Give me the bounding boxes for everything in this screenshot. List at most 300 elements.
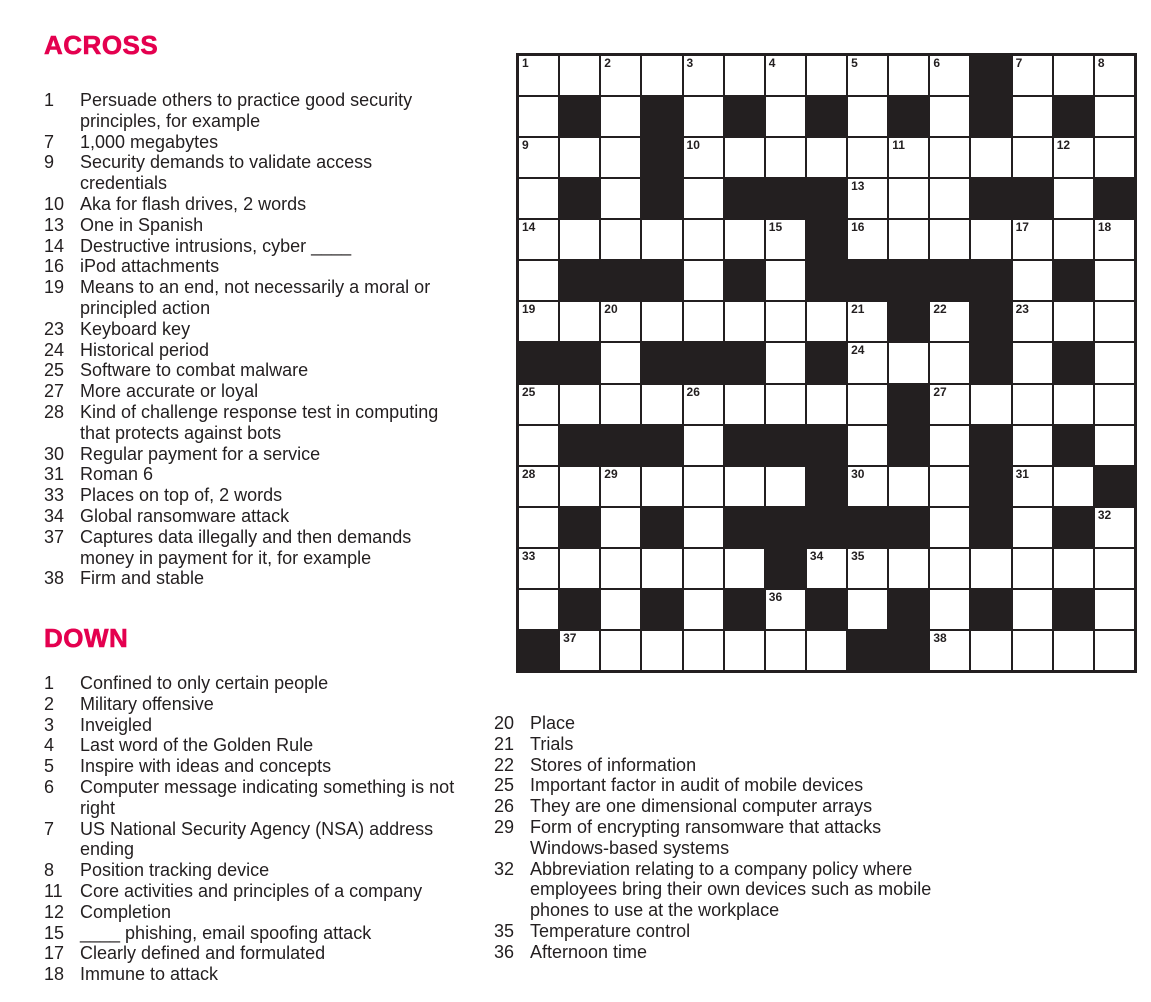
- answer-cell[interactable]: [1013, 343, 1052, 382]
- black-square: [1054, 590, 1093, 629]
- clue-text: iPod attachments: [80, 256, 220, 277]
- answer-cell[interactable]: [848, 56, 887, 95]
- answer-cell[interactable]: [642, 220, 681, 259]
- answer-cell[interactable]: [642, 385, 681, 424]
- black-square: [642, 508, 681, 547]
- cell-number: 38: [933, 630, 947, 645]
- answer-cell[interactable]: [930, 508, 969, 547]
- answer-cell[interactable]: [1013, 97, 1052, 136]
- answer-cell[interactable]: [889, 179, 928, 218]
- answer-cell[interactable]: [684, 508, 723, 547]
- answer-cell[interactable]: [684, 220, 723, 259]
- clue-item: [494, 734, 934, 755]
- clue-item: [44, 568, 464, 589]
- black-square: [971, 508, 1010, 547]
- clue-number: 33: [44, 485, 65, 506]
- answer-cell[interactable]: [848, 343, 887, 382]
- answer-cell[interactable]: [1095, 220, 1134, 259]
- answer-cell[interactable]: [684, 385, 723, 424]
- answer-cell[interactable]: [519, 138, 558, 177]
- clue-item: [44, 673, 464, 694]
- answer-cell[interactable]: [930, 549, 969, 588]
- answer-cell[interactable]: [519, 302, 558, 341]
- cell-number: 8: [1097, 56, 1105, 70]
- answer-cell[interactable]: [766, 261, 805, 300]
- answer-cell[interactable]: [725, 549, 764, 588]
- clue-item: [44, 881, 464, 902]
- black-square: [971, 97, 1010, 136]
- clue-text: Trials: [530, 733, 574, 754]
- answer-cell[interactable]: [1054, 302, 1093, 341]
- answer-cell[interactable]: [766, 467, 805, 506]
- black-square: [1054, 261, 1093, 300]
- answer-cell[interactable]: [560, 56, 599, 95]
- black-square: [560, 590, 599, 629]
- answer-cell[interactable]: [684, 302, 723, 341]
- cell-number: 4: [768, 56, 776, 70]
- answer-cell[interactable]: [1054, 549, 1093, 588]
- clue-text: Regular payment for a service: [80, 443, 321, 464]
- cell-number: 5: [851, 56, 858, 70]
- answer-cell[interactable]: [889, 467, 928, 506]
- clue-number: 9: [44, 152, 55, 173]
- answer-cell[interactable]: [766, 56, 805, 95]
- answer-cell[interactable]: [848, 467, 887, 506]
- clue-text: Core activities and principles of a company: [80, 880, 423, 901]
- answer-cell[interactable]: [1095, 261, 1134, 300]
- answer-cell[interactable]: [1013, 590, 1052, 629]
- answer-cell[interactable]: [1054, 56, 1093, 95]
- answer-cell[interactable]: [971, 549, 1010, 588]
- clue-number: 31: [44, 464, 65, 485]
- cell-number: 17: [1015, 220, 1029, 235]
- answer-cell[interactable]: [684, 467, 723, 506]
- answer-cell[interactable]: [1095, 426, 1134, 465]
- black-square: [889, 97, 928, 136]
- answer-cell[interactable]: [848, 590, 887, 629]
- clue-text: Form of encrypting ransomware that attacks Windows-based systems: [530, 816, 882, 858]
- answer-cell[interactable]: [1095, 590, 1134, 629]
- clue-number: 23: [44, 318, 65, 339]
- black-square: [519, 343, 558, 382]
- answer-cell[interactable]: [642, 631, 681, 670]
- answer-cell[interactable]: [1013, 261, 1052, 300]
- answer-cell[interactable]: [1013, 138, 1052, 177]
- answer-cell[interactable]: [930, 138, 969, 177]
- answer-cell[interactable]: [889, 549, 928, 588]
- black-square: [725, 179, 764, 218]
- answer-cell[interactable]: [725, 302, 764, 341]
- clue-item: [494, 775, 934, 796]
- black-square: [560, 343, 599, 382]
- clue-text: 1,000 megabytes: [80, 131, 219, 152]
- black-square: [1054, 508, 1093, 547]
- answer-cell[interactable]: [1013, 426, 1052, 465]
- answer-cell[interactable]: [930, 467, 969, 506]
- clue-item: [44, 485, 464, 506]
- answer-cell[interactable]: [930, 426, 969, 465]
- black-square: [807, 261, 846, 300]
- answer-cell[interactable]: [1054, 179, 1093, 218]
- clue-text: Captures data illegally and then demands money in payment for it, for example: [80, 526, 412, 568]
- clue-text: Last word of the Golden Rule: [80, 735, 314, 756]
- clue-item: [494, 817, 934, 859]
- answer-cell[interactable]: [848, 220, 887, 259]
- answer-cell[interactable]: [725, 138, 764, 177]
- answer-cell[interactable]: [684, 261, 723, 300]
- answer-cell[interactable]: [930, 385, 969, 424]
- answer-cell[interactable]: [807, 631, 846, 670]
- cell-number: 35: [851, 548, 865, 563]
- answer-cell[interactable]: [1013, 56, 1052, 95]
- clue-number: 1: [44, 90, 55, 110]
- clue-number: 22: [494, 754, 515, 775]
- clue-item: [494, 713, 934, 734]
- answer-cell[interactable]: [807, 302, 846, 341]
- answer-cell[interactable]: [601, 302, 640, 341]
- clue-text: One in Spanish: [80, 214, 204, 235]
- across-clue-list: [44, 90, 464, 589]
- clue-text: Inspire with ideas and concepts: [80, 756, 332, 777]
- black-square: [560, 97, 599, 136]
- clue-text: Completion: [80, 901, 172, 922]
- cell-number: 7: [1015, 56, 1023, 70]
- answer-cell[interactable]: [971, 385, 1010, 424]
- black-square: [642, 426, 681, 465]
- clue-number: 15: [44, 922, 65, 943]
- answer-cell[interactable]: [848, 97, 887, 136]
- clue-item: [44, 756, 464, 777]
- answer-cell[interactable]: [684, 138, 723, 177]
- answer-cell[interactable]: [601, 220, 640, 259]
- answer-cell[interactable]: [519, 97, 558, 136]
- answer-cell[interactable]: [889, 56, 928, 95]
- answer-cell[interactable]: [601, 508, 640, 547]
- answer-cell[interactable]: [807, 385, 846, 424]
- black-square: [766, 179, 805, 218]
- cell-number: 24: [851, 343, 865, 358]
- answer-cell[interactable]: [519, 467, 558, 506]
- black-square: [725, 97, 764, 136]
- answer-cell[interactable]: [725, 385, 764, 424]
- answer-cell[interactable]: [519, 590, 558, 629]
- black-square: [642, 343, 681, 382]
- clue-text: Firm and stable: [80, 568, 205, 589]
- answer-cell[interactable]: [560, 467, 599, 506]
- black-square: [848, 631, 887, 670]
- cell-number: 15: [768, 220, 783, 235]
- clue-text: Computer message indicating something is not right: [80, 776, 455, 818]
- answer-cell[interactable]: [601, 385, 640, 424]
- clue-text: Persuade others to practice good security principles, for example: [80, 90, 413, 131]
- answer-cell[interactable]: [725, 56, 764, 95]
- answer-cell[interactable]: [519, 549, 558, 588]
- answer-cell[interactable]: [766, 138, 805, 177]
- answer-cell[interactable]: [725, 631, 764, 670]
- black-square: [971, 302, 1010, 341]
- clue-item: [44, 152, 464, 194]
- clue-number: 38: [44, 568, 65, 589]
- answer-cell[interactable]: [848, 302, 887, 341]
- clue-item: [44, 360, 464, 381]
- black-square: [889, 426, 928, 465]
- clue-number: 6: [44, 776, 55, 797]
- clue-number: 34: [44, 505, 65, 526]
- clue-item: [44, 819, 464, 861]
- clue-item: [494, 921, 934, 942]
- black-square: [971, 590, 1010, 629]
- cell-number: 27: [933, 384, 947, 399]
- answer-cell[interactable]: [601, 590, 640, 629]
- black-square: [889, 590, 928, 629]
- black-square: [766, 426, 805, 465]
- answer-cell[interactable]: [1095, 385, 1134, 424]
- answer-cell[interactable]: [807, 56, 846, 95]
- cell-number: 21: [851, 302, 865, 317]
- answer-cell[interactable]: [1054, 631, 1093, 670]
- answer-cell[interactable]: [519, 385, 558, 424]
- answer-cell[interactable]: [766, 97, 805, 136]
- clue-number: 2: [44, 693, 55, 714]
- answer-cell[interactable]: [1095, 138, 1134, 177]
- clue-item: [44, 215, 464, 236]
- answer-cell[interactable]: [684, 549, 723, 588]
- answer-cell[interactable]: [601, 549, 640, 588]
- clue-number: 24: [44, 339, 65, 360]
- answer-cell[interactable]: [601, 467, 640, 506]
- answer-cell[interactable]: [848, 549, 887, 588]
- answer-cell[interactable]: [642, 302, 681, 341]
- answer-cell[interactable]: [601, 97, 640, 136]
- answer-cell[interactable]: [725, 220, 764, 259]
- clue-item: [44, 444, 464, 465]
- black-square: [725, 261, 764, 300]
- black-square: [971, 343, 1010, 382]
- clue-item: [44, 256, 464, 277]
- clue-number: 12: [44, 901, 65, 922]
- answer-cell[interactable]: [1013, 631, 1052, 670]
- black-square: [642, 179, 681, 218]
- answer-cell[interactable]: [930, 631, 969, 670]
- answer-cell[interactable]: [519, 508, 558, 547]
- down-heading: DOWN: [44, 623, 129, 653]
- clue-number: 28: [44, 401, 65, 422]
- down-clue-list-right: [494, 713, 934, 963]
- answer-cell[interactable]: [1095, 343, 1134, 382]
- answer-cell[interactable]: [684, 179, 723, 218]
- answer-cell[interactable]: [848, 138, 887, 177]
- answer-cell[interactable]: [930, 302, 969, 341]
- clue-number: 18: [44, 964, 65, 985]
- cell-number: 9: [522, 138, 529, 153]
- answer-cell[interactable]: [1095, 549, 1134, 588]
- clue-item: [44, 527, 464, 569]
- answer-cell[interactable]: [1013, 302, 1052, 341]
- answer-cell[interactable]: [971, 631, 1010, 670]
- black-square: [807, 426, 846, 465]
- black-square: [725, 590, 764, 629]
- black-square: [725, 508, 764, 547]
- answer-cell[interactable]: [1095, 56, 1134, 95]
- answer-cell[interactable]: [889, 220, 928, 259]
- answer-cell[interactable]: [684, 590, 723, 629]
- clue-number: 25: [494, 775, 515, 796]
- clue-item: [494, 796, 934, 817]
- black-square: [642, 97, 681, 136]
- answer-cell[interactable]: [766, 302, 805, 341]
- clue-number: 26: [494, 796, 515, 817]
- cell-number: 22: [933, 302, 947, 317]
- answer-cell[interactable]: [684, 426, 723, 465]
- answer-cell[interactable]: [971, 220, 1010, 259]
- cell-number: 11: [892, 138, 905, 153]
- black-square: [1054, 97, 1093, 136]
- black-square: [560, 508, 599, 547]
- clue-number: 11: [44, 880, 63, 901]
- answer-cell[interactable]: [1054, 220, 1093, 259]
- black-square: [889, 302, 928, 341]
- clue-text: Afternoon time: [530, 941, 648, 962]
- answer-cell[interactable]: [848, 385, 887, 424]
- answer-cell[interactable]: [1054, 385, 1093, 424]
- answer-cell[interactable]: [601, 343, 640, 382]
- answer-cell[interactable]: [889, 138, 928, 177]
- down-clue-list-left: [44, 673, 464, 985]
- clue-text: Destructive intrusions, cyber ____: [80, 235, 352, 256]
- cell-number: 19: [522, 302, 536, 317]
- cell-number: 13: [851, 179, 865, 194]
- clue-item: [44, 194, 464, 215]
- answer-cell[interactable]: [766, 385, 805, 424]
- clue-item: [44, 964, 464, 985]
- black-square: [889, 385, 928, 424]
- clue-number: 29: [494, 816, 515, 837]
- answer-cell[interactable]: [519, 56, 558, 95]
- answer-cell[interactable]: [519, 220, 558, 259]
- answer-cell[interactable]: [642, 549, 681, 588]
- black-square: [930, 261, 969, 300]
- clue-number: 27: [44, 381, 65, 402]
- answer-cell[interactable]: [560, 138, 599, 177]
- answer-cell[interactable]: [930, 343, 969, 382]
- answer-cell[interactable]: [807, 138, 846, 177]
- clue-number: 30: [44, 443, 65, 464]
- answer-cell[interactable]: [1054, 138, 1093, 177]
- black-square: [642, 138, 681, 177]
- clue-text: Kind of challenge response test in computing that protects against bots: [80, 401, 439, 443]
- answer-cell[interactable]: [601, 179, 640, 218]
- answer-cell[interactable]: [1013, 508, 1052, 547]
- cell-number: 3: [686, 56, 694, 70]
- cell-number: 14: [522, 220, 536, 235]
- answer-cell[interactable]: [930, 590, 969, 629]
- answer-cell[interactable]: [725, 467, 764, 506]
- answer-cell[interactable]: [560, 549, 599, 588]
- answer-cell[interactable]: [684, 97, 723, 136]
- answer-cell[interactable]: [1095, 508, 1134, 547]
- black-square: [560, 179, 599, 218]
- answer-cell[interactable]: [971, 138, 1010, 177]
- answer-cell[interactable]: [766, 590, 805, 629]
- clue-text: Roman 6: [80, 464, 154, 485]
- black-square: [1013, 179, 1052, 218]
- answer-cell[interactable]: [560, 220, 599, 259]
- cell-number: 31: [1015, 466, 1029, 481]
- answer-cell[interactable]: [1054, 467, 1093, 506]
- answer-cell[interactable]: [1013, 385, 1052, 424]
- cell-number: 37: [563, 630, 577, 645]
- answer-cell[interactable]: [930, 56, 969, 95]
- answer-cell[interactable]: [560, 302, 599, 341]
- answer-cell[interactable]: [1095, 631, 1134, 670]
- answer-cell[interactable]: [807, 549, 846, 588]
- clue-text: US National Security Agency (NSA) address ending: [80, 818, 434, 860]
- black-square: [766, 508, 805, 547]
- answer-cell[interactable]: [684, 631, 723, 670]
- black-square: [642, 261, 681, 300]
- cell-number: 10: [686, 138, 700, 153]
- answer-cell[interactable]: [766, 343, 805, 382]
- black-square: [601, 261, 640, 300]
- answer-cell[interactable]: [642, 56, 681, 95]
- answer-cell[interactable]: [1013, 220, 1052, 259]
- answer-cell[interactable]: [684, 56, 723, 95]
- answer-cell[interactable]: [848, 179, 887, 218]
- black-square: [889, 508, 928, 547]
- clue-number: 36: [494, 941, 515, 962]
- answer-cell[interactable]: [519, 261, 558, 300]
- clue-text: Inveigled: [80, 714, 153, 735]
- clue-text: Security demands to validate access credentials: [80, 152, 373, 194]
- clue-text: Means to an end, not necessarily a moral or principled action: [80, 277, 431, 318]
- answer-cell[interactable]: [601, 138, 640, 177]
- clue-number: 16: [44, 256, 65, 277]
- answer-cell[interactable]: [601, 56, 640, 95]
- black-square: [848, 261, 887, 300]
- answer-cell[interactable]: [1013, 467, 1052, 506]
- answer-cell[interactable]: [519, 426, 558, 465]
- answer-cell[interactable]: [889, 343, 928, 382]
- answer-cell[interactable]: [519, 179, 558, 218]
- answer-cell[interactable]: [560, 385, 599, 424]
- clue-number: 35: [494, 920, 515, 941]
- clue-text: Clearly defined and formulated: [80, 943, 326, 964]
- answer-cell[interactable]: [930, 179, 969, 218]
- black-square: [971, 426, 1010, 465]
- clue-number: 14: [44, 235, 65, 256]
- clue-text: Position tracking device: [80, 860, 270, 881]
- answer-cell[interactable]: [1095, 97, 1134, 136]
- answer-cell[interactable]: [930, 220, 969, 259]
- answer-cell[interactable]: [766, 631, 805, 670]
- cell-number: 18: [1097, 220, 1112, 235]
- black-square: [807, 508, 846, 547]
- answer-cell[interactable]: [930, 97, 969, 136]
- clue-number: 20: [494, 713, 515, 733]
- answer-cell[interactable]: [642, 467, 681, 506]
- answer-cell[interactable]: [766, 220, 805, 259]
- answer-cell[interactable]: [560, 631, 599, 670]
- black-square: [807, 467, 846, 506]
- black-square: [1095, 467, 1134, 506]
- answer-cell[interactable]: [848, 426, 887, 465]
- clue-item: [494, 859, 934, 921]
- clue-text: Important factor in audit of mobile devices: [530, 775, 864, 796]
- answer-cell[interactable]: [601, 631, 640, 670]
- cell-number: 1: [522, 56, 529, 70]
- answer-cell[interactable]: [1095, 302, 1134, 341]
- answer-cell[interactable]: [1013, 549, 1052, 588]
